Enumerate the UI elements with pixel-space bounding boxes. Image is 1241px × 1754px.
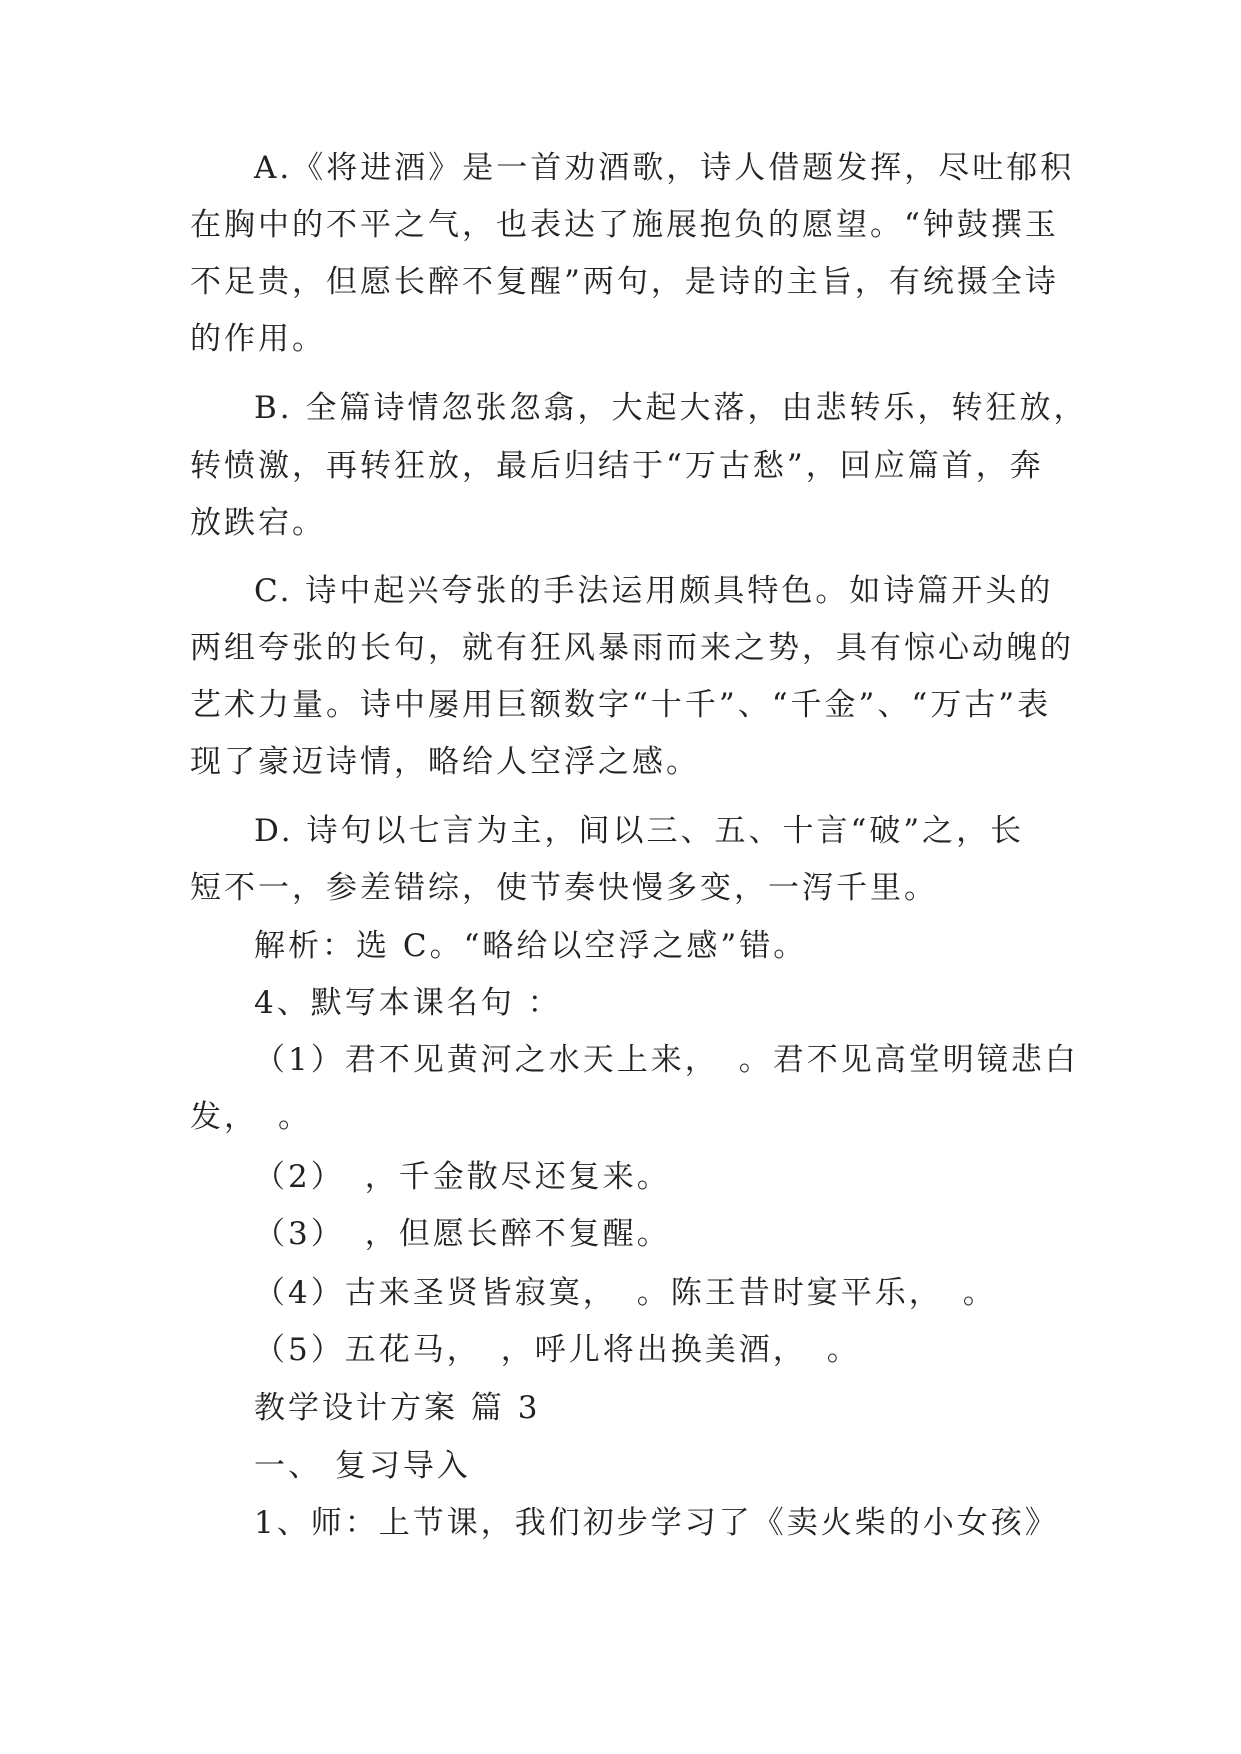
question-4 [254, 1273, 997, 1313]
task4-heading: 4、默写本课名句 ： [254, 985, 562, 1021]
question-4-part-b: 。陈王昔时宴平乐， [636, 1275, 943, 1311]
option-d-line-1: D. 诗句以七言为主，间以三、五、十言“破”之，长 [254, 813, 1025, 849]
section-item-1: 1、师：上节课，我们初步学习了《卖火柴的小女孩》 [254, 1505, 1059, 1541]
option-b-line-2: 转愤激，再转狂放，最后归结于“万古愁”，回应篇首，奔 [190, 448, 1044, 484]
question-3-number: （3） [254, 1216, 345, 1252]
question-4-part-a: （4）古来圣贤皆寂寞， [254, 1275, 617, 1311]
question-1-part-d: 。 [278, 1099, 312, 1135]
option-c-line-1: C. 诗中起兴夸张的手法运用颇具特色。如诗篇开头的 [254, 573, 1054, 609]
question-1-line-2 [190, 1097, 312, 1137]
option-c-line-3: 艺术力量。诗中屡用巨额数字“十千”、“千金”、“万古”表 [190, 687, 1052, 723]
question-5-part-a: （5）五花马， [254, 1332, 481, 1368]
question-3-text: ，但愿长醉不复醒。 [364, 1216, 671, 1252]
question-1-part-a: （1）君不见黄河之水天上来， [254, 1042, 719, 1078]
option-b-line-3: 放跌宕。 [190, 505, 326, 541]
question-3 [254, 1214, 671, 1254]
option-c-line-2: 两组夸张的长句，就有狂风暴雨而来之势，具有惊心动魄的 [190, 630, 1074, 666]
question-4-part-c: 。 [962, 1275, 997, 1311]
option-c-line-4: 现了豪迈诗情，略给人空浮之感。 [190, 744, 700, 780]
section-title: 教学设计方案 篇 3 [254, 1390, 541, 1426]
option-a-line-3: 不足贵，但愿长醉不复醒”两句，是诗的主旨，有统摄全诗 [190, 264, 1059, 300]
question-5 [254, 1330, 861, 1370]
question-1-line-1 [254, 1040, 1079, 1080]
option-b-line-1: B. 全篇诗情忽张忽翕，大起大落，由悲转乐，转狂放， [254, 390, 1088, 426]
option-a-line-2: 在胸中的不平之气，也表达了施展抱负的愿望。“钟鼓撰玉 [190, 207, 1059, 243]
question-2-text: ，千金散尽还复来。 [364, 1159, 671, 1195]
question-2 [254, 1157, 671, 1197]
analysis-line: 解析：选 C。“略给以空浮之感”错。 [254, 928, 808, 964]
option-d-line-2: 短不一，参差错综，使节奏快慢多变，一泻千里。 [190, 870, 938, 906]
question-1-part-c: 发， [190, 1099, 258, 1135]
question-2-number: （2） [254, 1159, 345, 1195]
section-subheading: 一、 复习导入 [254, 1448, 471, 1484]
question-5-part-c: 。 [826, 1332, 861, 1368]
option-a-line-1: A.《将进酒》是一首劝酒歌，诗人借题发挥，尽吐郁积 [254, 150, 1075, 186]
question-5-part-b: ，呼儿将出换美酒， [500, 1332, 807, 1368]
question-1-part-b: 。君不见高堂明镜悲白 [738, 1042, 1079, 1078]
option-a-line-4: 的作用。 [190, 321, 326, 357]
